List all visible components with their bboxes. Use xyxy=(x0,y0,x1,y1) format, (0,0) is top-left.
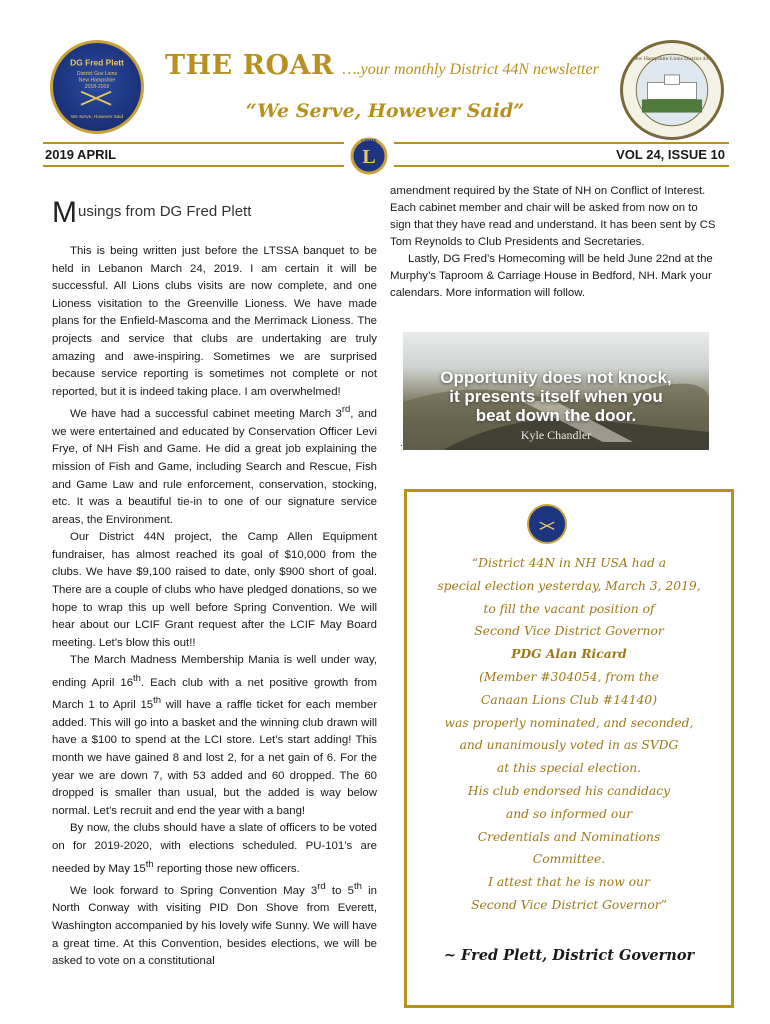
district-building-seal xyxy=(620,40,724,140)
seal-line-2: District Gov Lions xyxy=(76,70,118,77)
paragraph-4: The March Madness Membership Mania is well under way, ending April 16th. Each club with a net positive growth from March 1 to April 15th will have a raffle ticket for each member added. This will go into a basket and the winning club drawn will have a $100 to spend at the LCI store. Let’s start adding! This month we have gained 8 and lost 2, for a net gain of 6. For the year we are down 7, with 53 added and 60 dropped. The 60 dropped is smaller than usual, but the added is way below normal. Let’s recruit and end the year with a bang! xyxy=(52,654,377,817)
paragraph-2: We have had a successful cabinet meeting March 3rd, and we were entertained and educated by Conservation Officer Levi Frye, of NH Fish and Game. He did a great job explaining the mission of Fish and Game, including Search and Rescue, Fish and Game Law and rule enforcement, conservation, stocking, etc. It was a beautiful tie-in to one of our signature service areas, the Environment. xyxy=(52,404,377,526)
paragraph-3: Our District 44N project, the Camp Allen Equipment fundraiser, has almost reached its goal of $10,000 from the clubs. We have $9,100 raised to date, only $900 short of goal. There are a couple of clubs who have pledged donations, so we hope to wrap this up well before Spring Convention. We will hear about our LCIF Grant request after the LCIF May Board meeting. Let’s blow this out!! xyxy=(52,531,377,649)
notice-line: Credentials and Nominations xyxy=(477,829,661,844)
notice-line: I attest that he is now our xyxy=(488,875,650,890)
paragraph-5: By now, the clubs should have a slate of officers to be voted on for 2019-2020, with elections scheduled. PU-101’s are needed by May 15th reporting those new officers. xyxy=(52,822,377,875)
notice-line: Canaan Lions Club #14140) xyxy=(480,692,658,707)
notice-text xyxy=(407,552,731,917)
notice-line: Second Vice District Governor xyxy=(474,624,664,639)
emblem-text: LIONS xyxy=(361,139,377,145)
newsletter-title: THE ROAR xyxy=(165,50,334,81)
paragraph-6: We look forward to Spring Convention May 3rd to 5th in North Conway with visiting PID Don Shove from Everett, Washington accompanied by his lovely wife Sunny. We will have a great time. At this Convention, besides elections, we will be asked to vote on a constitutional xyxy=(52,880,377,968)
notice-line: (Member #304054, from the xyxy=(479,669,659,684)
issue-date: 2019 APRIL xyxy=(45,147,117,162)
notice-seal-icon xyxy=(527,504,567,544)
paragraph-1: This is being written just before the LTSSA banquet to be held in Lebanon March 24, 2019. I am certain it will be successful. All Lions clubs visits are now complete, and one Lioness visitation to the Greenville Lioness. We have made plans for the Enfield-Mascoma and the Merrimack Lioness. The projects and service that clubs are undertaking are truly amazing and awe-inspiring. Sometimes we are surprised because service reporting is sometimes not complete or not reported, but it is indeed taking place. I am overwhelmed! xyxy=(52,245,377,398)
notice-line: Committee. xyxy=(532,852,606,867)
article-continued xyxy=(390,183,718,302)
svg-text:L: L xyxy=(362,146,376,168)
notice-line: “District 44N in NH USA had a xyxy=(471,556,667,570)
stray-dot: . xyxy=(400,438,403,449)
notice-line: was properly nominated, and seconded, xyxy=(444,715,694,730)
seal-line-1: DG Fred Plett xyxy=(70,57,124,68)
quote-image xyxy=(403,332,709,450)
notice-line: and so informed our xyxy=(505,806,633,821)
paragraph-continued: amendment required by the State of NH on Conflict of Interest. Each cabinet member and chair will be asked from now on to sign that they have read and understand. It has been sent by CS Tom Reynolds to Club Presidents and Secretaries. xyxy=(390,185,716,248)
quote-line-1: Opportunity does not knock, xyxy=(440,368,672,387)
lions-emblem-icon xyxy=(344,132,394,180)
notice-line: and unanimously voted in as SVDG xyxy=(459,738,679,753)
paragraph-homecoming: Lastly, DG Fred’s Homecoming will be held June 22nd at the Murphy’s Taproom & Carriage House in Bedford, NH. Mark your calendars. More information will follow. xyxy=(390,253,713,299)
notice-line: to fill the vacant position of xyxy=(483,601,655,616)
issue-volume: VOL 24, ISSUE 10 xyxy=(616,147,725,162)
article-heading-text: usings from DG Fred Plett xyxy=(78,203,252,220)
seal-line-5: We Serve, However Said xyxy=(70,113,124,119)
masthead xyxy=(165,50,599,81)
article-heading xyxy=(52,198,377,228)
seal-right-text: New Hampshire Lions District 44N xyxy=(631,55,713,62)
quote-line-3: beat down the door. xyxy=(475,406,637,425)
seal-line-4: 2018-2019 xyxy=(84,83,110,90)
dg-article xyxy=(52,198,377,971)
seal-line-3: New Hampshire xyxy=(78,77,116,84)
notice-line: special election yesterday, March 3, 2019, xyxy=(437,578,701,593)
governor-signature: ~ Fred Plett, District Governor xyxy=(443,947,695,964)
notice-line: PDG Alan Ricard xyxy=(511,646,627,662)
notice-line: Second Vice District Governor” xyxy=(471,897,667,912)
quote-author: Kyle Chandler xyxy=(520,428,592,442)
election-notice xyxy=(404,489,734,1008)
notice-line: His club endorsed his candidacy xyxy=(467,783,671,798)
dropcap: M xyxy=(52,196,77,229)
notice-line: at this special election. xyxy=(496,761,642,776)
newsletter-subtitle: ….your monthly District 44N newsletter xyxy=(342,61,599,78)
motto: “We Serve, However Said” xyxy=(245,100,525,122)
quote-line-2: it presents itself when you xyxy=(449,387,663,406)
